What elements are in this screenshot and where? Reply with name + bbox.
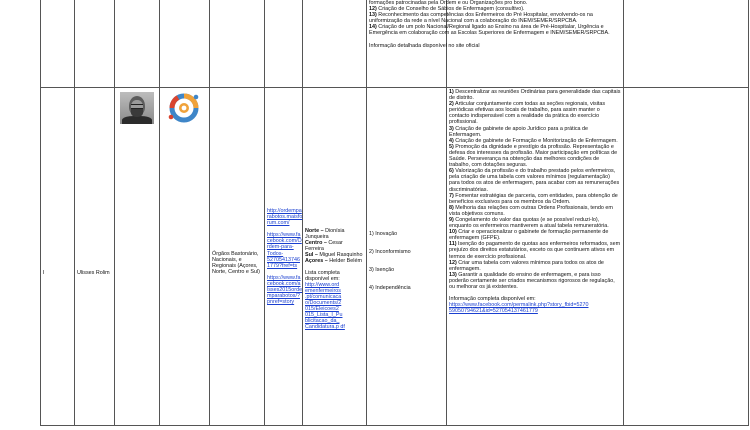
- region-label: Sul –: [305, 252, 318, 259]
- program-item: [449, 229, 621, 241]
- program-item: [449, 126, 621, 138]
- item-number: 5): [449, 143, 454, 150]
- item-text: Valorização da profissão e do trabalho prestado pelos enfermeiros, pela criação de uma tabela com valores mínimos (regulamentação) para todos os atos de enfermagem, para acabar com as remunerações discriminatórias.: [449, 168, 620, 193]
- item-number: 4): [449, 137, 454, 144]
- value-item: 3) Isenção: [369, 267, 395, 274]
- list-letter: I: [43, 270, 45, 276]
- value-item: 4) Independência: [369, 285, 411, 292]
- program-item: [449, 144, 621, 168]
- item-number: 1): [449, 89, 454, 95]
- item-number: 2): [449, 101, 454, 108]
- item-number: 8): [449, 204, 454, 211]
- item-number: 9): [449, 216, 454, 223]
- facebook-page-link[interactable]: https://www.fa cebook.com/O rdem-para- Todos- 52705413746 1779?fref=ts: [267, 232, 302, 269]
- item-text: Articular conjuntamente com todas as seções regionais, visitas periódicas efetivas aos locais de trabalho, para assim manter o contacto indispensável com a realidade da prática do exercício profissional.: [449, 101, 606, 126]
- item-text: Criar uma tabela com valores mínimos para todos os atos de enfermagem.: [449, 259, 604, 272]
- program-item: [449, 241, 621, 259]
- region-head-name: Miguel Rasquinho: [317, 252, 363, 259]
- top-program-list: [369, 0, 619, 49]
- region-label: Centro –: [305, 240, 327, 247]
- item-number: 14): [369, 24, 377, 31]
- item-number: 6): [449, 168, 454, 175]
- region-head-name: Helder Belém: [327, 258, 362, 265]
- facebook-story-link[interactable]: https://www.fa cebook.com/a lsses2015orde mparabotos/?pnref=story: [267, 274, 303, 306]
- item-number: 10): [449, 229, 457, 236]
- item-number: 13): [449, 271, 457, 278]
- party-logo: [161, 89, 207, 127]
- program-item: [369, 12, 619, 24]
- item-text: Criação de Conselho de Sábios de Enfermagem (consultivo).: [376, 6, 525, 13]
- item-text: Congelamento do valor das quotas (e se possível reduzi-lo), enquanto os enfermeiros mantiverem a atual tabela remuneratória.: [449, 216, 609, 230]
- organs-cell: Órgãos Bastonário, Nacionais, e Regionais (Açores, Norte, Centro e Sul): [212, 251, 260, 276]
- program-item: [449, 217, 621, 229]
- item-text: Isenção do pagamento de quotas aos enfermeiros reformados, sem prejuízo dos direitos estatutários, exceto os que continuem ativos em termos de exercício profissional.: [449, 241, 621, 260]
- program-item: [449, 272, 621, 290]
- program-facebook-link[interactable]: https://www.facebook.com/permalink.php?story_fbid=5270 59050794621&id=527054137461779: [449, 302, 589, 315]
- values-cell: [369, 231, 443, 303]
- item-text: formações patrocinadas pela Ordem e ou Organizações pro bono.: [369, 0, 528, 6]
- full-list-link[interactable]: http://www.ord emenfermeiros .pt/comunicaca o/Documents/2 015/Eleicoes2 015_Lista_I_Pu blicitacao_da_ Candidatura.p df: [305, 281, 345, 331]
- item-text: Criação de gabinete de apoio Jurídico para a prática de Enfermagem.: [449, 125, 589, 138]
- region-label: Norte –: [305, 228, 324, 234]
- program-cell: [449, 89, 621, 314]
- program-item: [449, 205, 621, 217]
- links-cell: [267, 208, 301, 305]
- program-item: [449, 193, 621, 205]
- value-item: 2) Inconformismo: [369, 249, 411, 256]
- candidate-name: Ulisses Rolim: [77, 270, 110, 276]
- regional-head: [305, 240, 363, 252]
- regional-head: [305, 258, 363, 264]
- program-item: [369, 24, 619, 36]
- top-program-cell: [369, 0, 619, 49]
- item-text: Garantir a qualidade do ensino de enfermagem, e para isso poderão certamente ser criados mecanismos rigorosos de regulação, ou melhorar os já existentes.: [449, 271, 615, 290]
- region-head-name: Dionísia Junqueira: [305, 228, 345, 241]
- program-item: [449, 101, 621, 125]
- item-number: 7): [449, 192, 454, 199]
- program-item: [449, 89, 621, 101]
- program-item: [369, 43, 619, 49]
- item-text: Promoção da dignidade e prestígio da profissão. Representação e defesa dos interesses da profissão. Maior participação em políticas de Saúde. Perseverança na obtenção das melhores condições de trabalho, com dotações seguras.: [449, 143, 618, 169]
- program-list: [449, 89, 621, 302]
- item-number: 3): [449, 125, 454, 132]
- item-text: Reconhecimento das competências dos Enfermeiros do Pré Hospitalar, envolvendo-os na uniformização da rede a nível Nacional com a colaboração do INEM/SEMER/SRPCBA.: [369, 12, 593, 25]
- item-text: Fomentar estratégias de parceria, com entidades, para obtenção de benefícios exclusivos para os membros da Ordem.: [449, 192, 618, 205]
- regional-head: [305, 228, 363, 240]
- program-item: [449, 168, 621, 192]
- program-item: [449, 260, 621, 272]
- forum-link[interactable]: http://ordempa rabotos.maisfo rum.com/: [267, 208, 303, 227]
- item-number: 12): [369, 6, 377, 13]
- item-text: Informação detalhada disponível no site oficial: [369, 42, 480, 49]
- item-number: 12): [449, 259, 457, 266]
- item-text: Criação de um polo Nacional/Regional ligado ao Ensino na área de Pré-Hospitalar, Urgência e Emergência em colaboração com as Escolas Superiores de Enfermagem e INEM/SEMER/SRPCBA.: [369, 24, 610, 37]
- item-text: Melhoria das relações com outras Ordens Profissionais, tendo em vista objetivos comuns.: [449, 204, 613, 217]
- item-number: 11): [449, 241, 457, 248]
- region-head-name: Cesar Ferreira: [305, 240, 343, 253]
- item-text: Informação completa disponível em:: [449, 296, 536, 303]
- full-list-label: Lista completa disponível em:: [305, 269, 340, 282]
- values-list: [369, 231, 443, 291]
- item-number: 13): [369, 12, 377, 19]
- item-text: Criação de gabinete de Formação e Monitorização de Enfermagem.: [453, 137, 618, 144]
- item-text: Criar e operacionalizar o gabinete de formação permanente de enfermagem (GFPE).: [449, 229, 609, 242]
- item-text: Descentralizar as reuniões Ordinárias para generalidade das capitais de distrito.: [449, 89, 621, 102]
- regional-heads-cell: [305, 228, 363, 331]
- regional-heads-list: [305, 228, 363, 265]
- candidate-photo: [120, 92, 154, 124]
- value-item: 1) Inovação: [369, 231, 398, 237]
- region-label: Açores –: [305, 258, 328, 265]
